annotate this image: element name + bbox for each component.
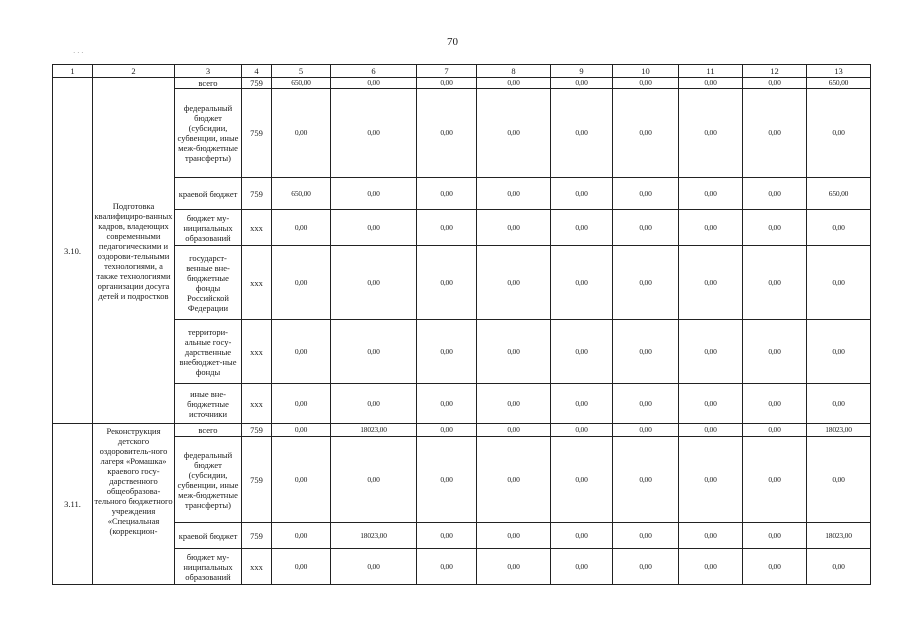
value-cell: 0,00 (417, 549, 477, 585)
budget-code: ххх (242, 549, 272, 585)
value-cell: 0,00 (613, 210, 679, 246)
value-cell: 0,00 (679, 384, 743, 424)
value-cell: 0,00 (417, 320, 477, 384)
value-cell: 0,00 (679, 178, 743, 210)
value-cell: 0,00 (743, 178, 807, 210)
value-cell: 650,00 (272, 178, 331, 210)
section-index: 3.10. (53, 78, 93, 424)
value-cell: 0,00 (679, 523, 743, 549)
value-cell: 0,00 (807, 210, 871, 246)
budget-code: ххх (242, 210, 272, 246)
budget-code: 759 (242, 437, 272, 523)
value-cell: 0,00 (679, 89, 743, 178)
value-cell: 18023,00 (807, 424, 871, 437)
value-cell: 0,00 (551, 523, 613, 549)
table-row (53, 437, 871, 523)
value-cell: 0,00 (743, 424, 807, 437)
funding-source: бюджет му-ниципальных образований (175, 549, 242, 585)
value-cell: 0,00 (743, 384, 807, 424)
value-cell: 0,00 (477, 437, 551, 523)
budget-table (52, 64, 871, 585)
budget-code: ххх (242, 320, 272, 384)
value-cell: 0,00 (417, 523, 477, 549)
column-header: 11 (679, 65, 743, 78)
value-cell: 0,00 (743, 437, 807, 523)
value-cell: 0,00 (679, 320, 743, 384)
funding-source: всего (175, 78, 242, 89)
value-cell: 0,00 (331, 320, 417, 384)
table-row (53, 178, 871, 210)
value-cell: 0,00 (679, 549, 743, 585)
value-cell: 0,00 (272, 210, 331, 246)
value-cell: 0,00 (551, 178, 613, 210)
value-cell: 0,00 (331, 78, 417, 89)
value-cell: 18023,00 (807, 523, 871, 549)
value-cell: 0,00 (551, 78, 613, 89)
value-cell: 0,00 (331, 384, 417, 424)
table-row (53, 549, 871, 585)
value-cell: 0,00 (807, 320, 871, 384)
value-cell: 0,00 (477, 384, 551, 424)
value-cell: 0,00 (417, 210, 477, 246)
column-header: 13 (807, 65, 871, 78)
value-cell: 0,00 (477, 246, 551, 320)
value-cell: 0,00 (613, 78, 679, 89)
value-cell: 0,00 (477, 78, 551, 89)
page-number: 70 (447, 36, 458, 48)
column-header: 7 (417, 65, 477, 78)
value-cell: 0,00 (679, 246, 743, 320)
value-cell: 0,00 (679, 424, 743, 437)
section-index: 3.11. (53, 424, 93, 585)
value-cell: 0,00 (417, 89, 477, 178)
value-cell: 0,00 (807, 437, 871, 523)
table-row (53, 424, 871, 437)
funding-source: краевой бюджет (175, 523, 242, 549)
value-cell: 0,00 (417, 78, 477, 89)
funding-source: федеральный бюджет (субсидии, субвенции, иные меж-бюджетные трансферты) (175, 89, 242, 178)
value-cell: 0,00 (417, 178, 477, 210)
value-cell: 0,00 (551, 320, 613, 384)
value-cell: 650,00 (807, 78, 871, 89)
value-cell: 0,00 (743, 246, 807, 320)
table-row (53, 210, 871, 246)
value-cell: 0,00 (272, 424, 331, 437)
value-cell: 0,00 (807, 384, 871, 424)
value-cell: 0,00 (743, 549, 807, 585)
column-header: 1 (53, 65, 93, 78)
funding-source: государст-венные вне-бюджетные фонды Российской Федерации (175, 246, 242, 320)
value-cell: 0,00 (679, 210, 743, 246)
value-cell: 0,00 (807, 89, 871, 178)
value-cell: 0,00 (272, 384, 331, 424)
budget-code: ххх (242, 384, 272, 424)
value-cell: 0,00 (551, 89, 613, 178)
value-cell: 0,00 (272, 89, 331, 178)
column-header: 5 (272, 65, 331, 78)
column-header: 4 (242, 65, 272, 78)
budget-code: ххх (242, 246, 272, 320)
value-cell: 0,00 (613, 178, 679, 210)
value-cell: 0,00 (613, 424, 679, 437)
value-cell: 18023,00 (331, 424, 417, 437)
value-cell: 0,00 (551, 384, 613, 424)
budget-code: 759 (242, 78, 272, 89)
value-cell: 650,00 (272, 78, 331, 89)
column-header: 6 (331, 65, 417, 78)
value-cell: 0,00 (807, 246, 871, 320)
value-cell: 0,00 (613, 246, 679, 320)
value-cell: 0,00 (272, 523, 331, 549)
value-cell: 0,00 (551, 549, 613, 585)
value-cell: 0,00 (331, 178, 417, 210)
value-cell: 0,00 (477, 89, 551, 178)
budget-code: 759 (242, 89, 272, 178)
table-row (53, 78, 871, 89)
value-cell: 0,00 (743, 523, 807, 549)
value-cell: 0,00 (417, 384, 477, 424)
value-cell: 18023,00 (331, 523, 417, 549)
section-name: Реконструкция детского оздоровитель-ного лагеря «Ромашка» краевого госу-дарственного общеобразова-тельного бюджетного учреждения «Специальная (коррекцион- (93, 424, 175, 585)
value-cell: 0,00 (807, 549, 871, 585)
value-cell: 0,00 (272, 320, 331, 384)
value-cell: 0,00 (613, 549, 679, 585)
section-name: Подготовка квалифициро-ванных кадров, владеющих современными педагогическими и оздорови-тельными технологиями, а также технологиями организации досуга детей и подростков (93, 78, 175, 424)
value-cell: 0,00 (331, 246, 417, 320)
value-cell: 0,00 (272, 437, 331, 523)
value-cell: 0,00 (417, 437, 477, 523)
funding-source: федеральный бюджет (субсидии, субвенции, иные меж-бюджетные трансферты) (175, 437, 242, 523)
value-cell: 0,00 (272, 549, 331, 585)
value-cell: 0,00 (613, 320, 679, 384)
value-cell: 0,00 (551, 246, 613, 320)
value-cell: 0,00 (743, 78, 807, 89)
funding-source: территори-альные госу-дарственные внебюджет-ные фонды (175, 320, 242, 384)
value-cell: 0,00 (331, 437, 417, 523)
budget-code: 759 (242, 523, 272, 549)
value-cell: 0,00 (613, 523, 679, 549)
budget-code: 759 (242, 178, 272, 210)
value-cell: 0,00 (331, 549, 417, 585)
value-cell: 0,00 (551, 424, 613, 437)
value-cell: 0,00 (743, 320, 807, 384)
column-header: 2 (93, 65, 175, 78)
value-cell: 0,00 (613, 437, 679, 523)
table-row (53, 89, 871, 178)
value-cell: 0,00 (679, 78, 743, 89)
value-cell: 0,00 (679, 437, 743, 523)
column-header: 3 (175, 65, 242, 78)
value-cell: 0,00 (417, 246, 477, 320)
column-header: 8 (477, 65, 551, 78)
value-cell: 0,00 (477, 523, 551, 549)
funding-source: иные вне-бюджетные источники (175, 384, 242, 424)
value-cell: 650,00 (807, 178, 871, 210)
header-row (53, 65, 871, 78)
column-header: 12 (743, 65, 807, 78)
value-cell: 0,00 (613, 89, 679, 178)
value-cell: 0,00 (551, 210, 613, 246)
table-row (53, 246, 871, 320)
value-cell: 0,00 (417, 424, 477, 437)
table-row (53, 384, 871, 424)
table-row (53, 320, 871, 384)
value-cell: 0,00 (477, 320, 551, 384)
column-header: 10 (613, 65, 679, 78)
value-cell: 0,00 (331, 210, 417, 246)
scan-mark: · · · (73, 49, 84, 57)
funding-source: бюджет му-ниципальных образований (175, 210, 242, 246)
value-cell: 0,00 (613, 384, 679, 424)
table-row (53, 523, 871, 549)
column-header: 9 (551, 65, 613, 78)
value-cell: 0,00 (477, 549, 551, 585)
funding-source: всего (175, 424, 242, 437)
value-cell: 0,00 (331, 89, 417, 178)
value-cell: 0,00 (477, 424, 551, 437)
value-cell: 0,00 (272, 246, 331, 320)
value-cell: 0,00 (477, 210, 551, 246)
funding-source: краевой бюджет (175, 178, 242, 210)
value-cell: 0,00 (551, 437, 613, 523)
value-cell: 0,00 (743, 89, 807, 178)
value-cell: 0,00 (477, 178, 551, 210)
budget-code: 759 (242, 424, 272, 437)
value-cell: 0,00 (743, 210, 807, 246)
